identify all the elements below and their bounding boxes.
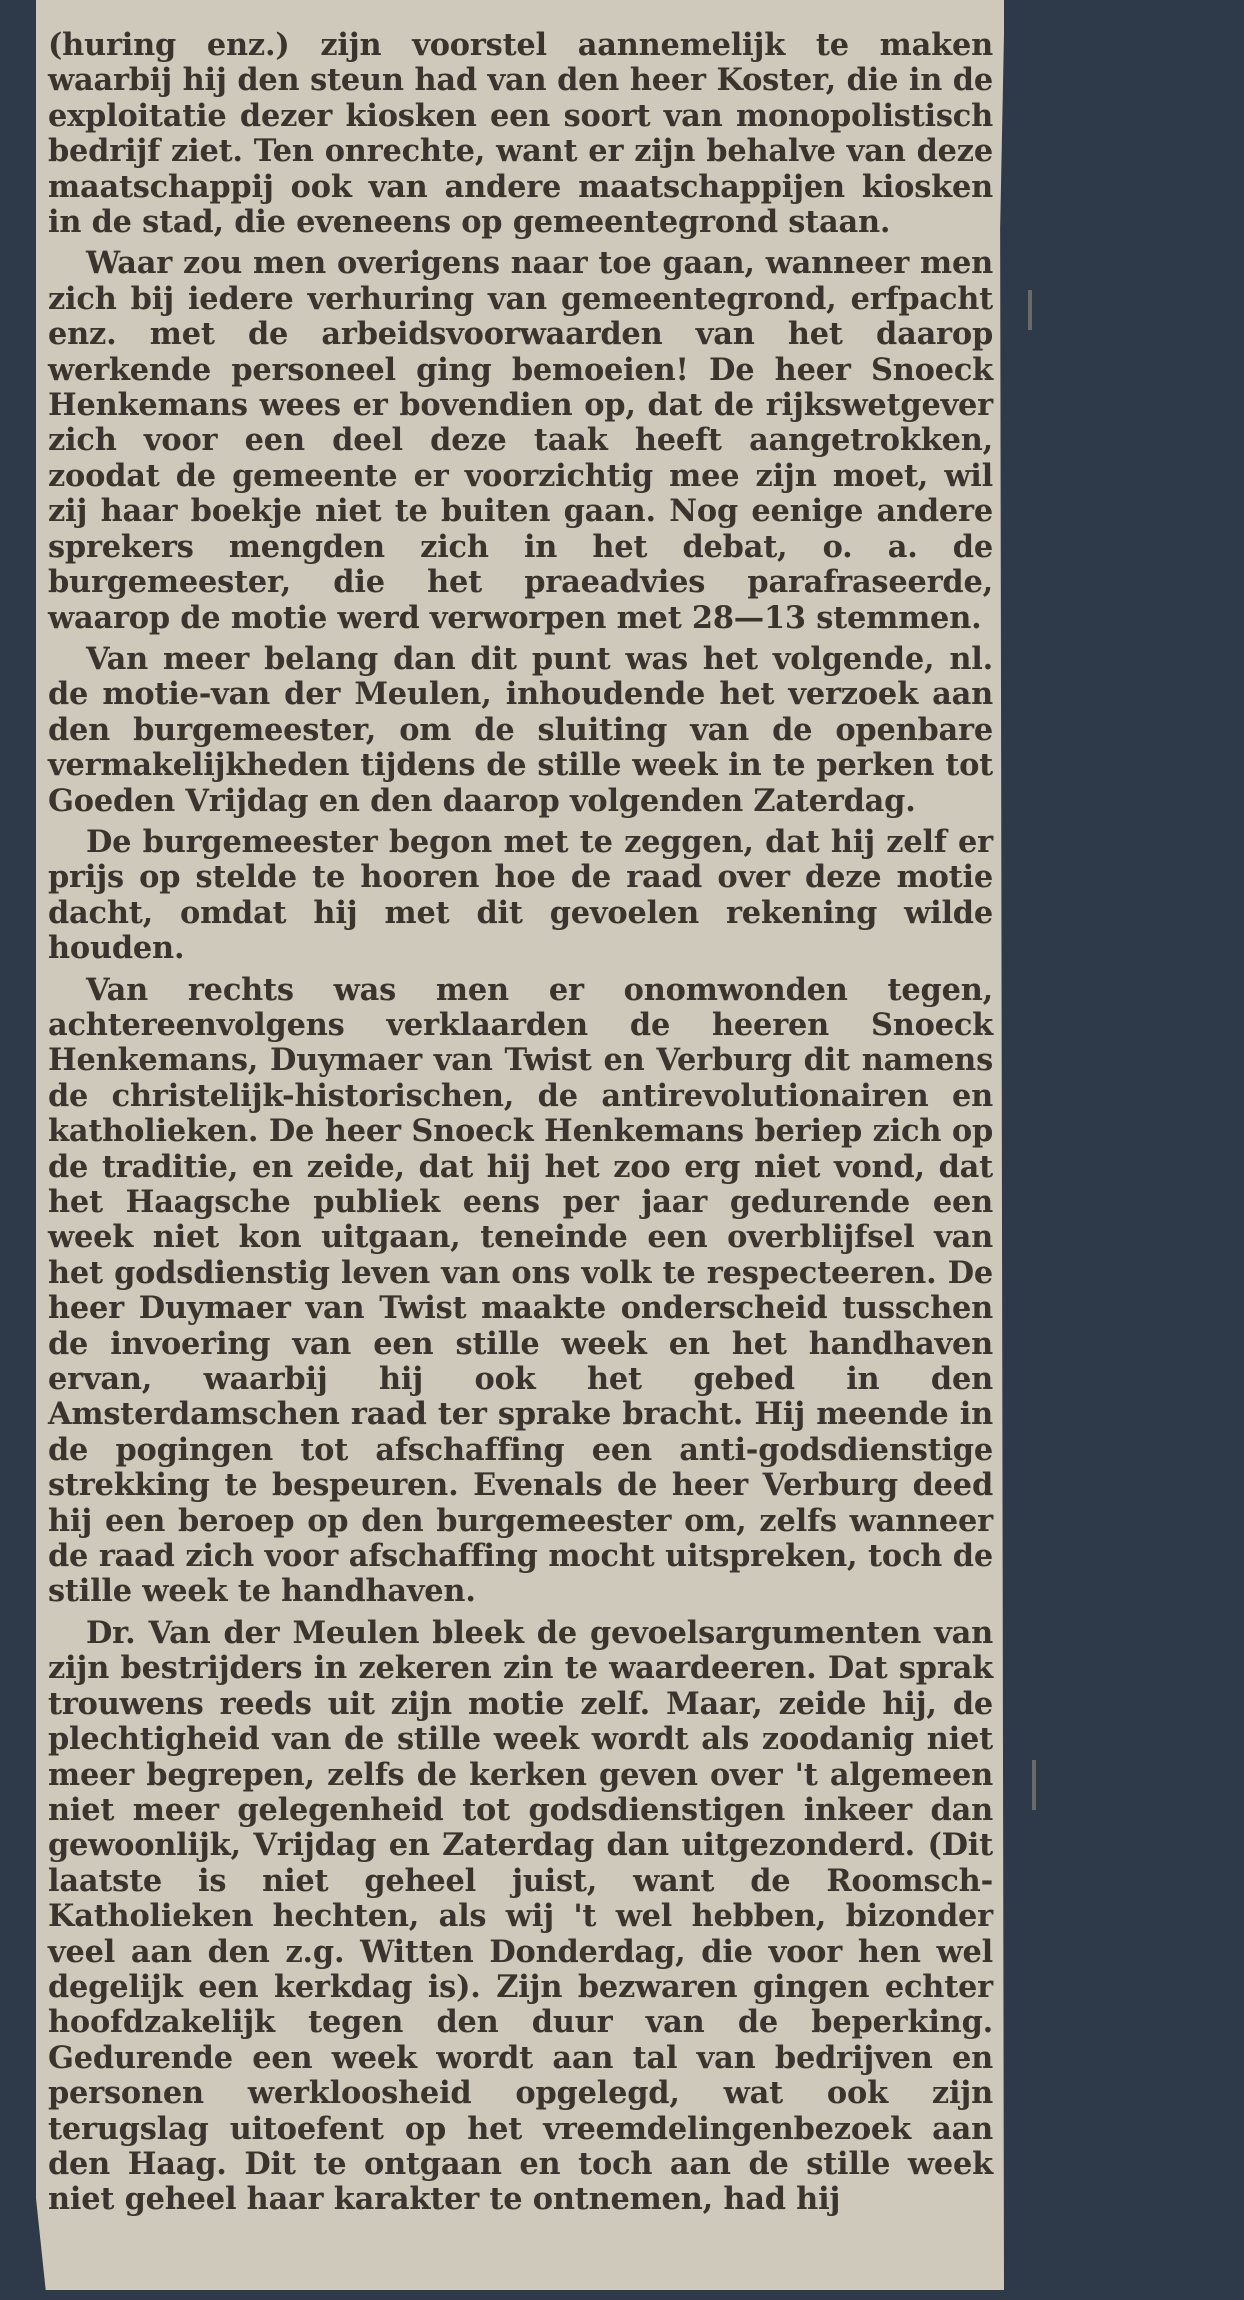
- paragraph-1: (huring enz.) zijn voorstel aannemelijk te maken waarbij hij den steun had van den heer Koster, die in de exploitatie dezer kiosken een soort van monopolistisch bedrijf ziet. Ten onrechte, want er zijn behalve van deze maatschappij ook van andere maatschappijen kiosken in de stad, die eveneens op gemeentegrond staan.: [48, 27, 993, 241]
- paragraph-3: Van meer belang dan dit punt was het volgende, nl. de motie-van der Meulen, inhoudende het verzoek aan den burgemeester, om de sluiting van de openbare vermakelijkheden tijdens de stille week in te perken tot Goeden Vrijdag en den daarop volgenden Zaterdag.: [48, 640, 993, 819]
- paragraph-5: Van rechts was men er onomwonden tegen, achtereenvolgens verklaarden de heeren Snoeck Henkemans, Duymaer van Twist en Verburg dit namens de christelijk-historischen, de antirevolutionairen en katholieken. De heer Snoeck Henkemans beriep zich op de traditie, en zeide, dat hij het zoo erg niet vond, dat het Haagsche publiek eens per jaar gedurende een week niet kon uitgaan, teneinde een overblijfsel van het godsdienstig leven van ons volk te respecteeren. De heer Duymaer van Twist maakte onderscheid tusschen de invoering van een stille week en het handhaven ervan, waarbij hij ook het gebed in den Amsterdamschen raad ter sprake bracht. Hij meende in de pogingen tot afschaffing een anti-godsdienstige strekking te bespeuren. Evenals de heer Verburg deed hij een beroep op den burgemeester om, zelfs wanneer de raad zich voor afschaffing mocht uitspreken, toch de stille week te handhaven.: [48, 971, 993, 1610]
- paragraph-4: De burgemeester begon met te zeggen, dat hij zelf er prijs op stelde te hooren hoe de raad over deze motie dacht, omdat hij met dit gevoelen rekening wilde houden.: [48, 823, 993, 967]
- paragraph-6: Dr. Van der Meulen bleek de gevoelsargumenten van zijn bestrijders in zekeren zin te waardeeren. Dat sprak trouwens reeds uit zijn motie zelf. Maar, zeide hij, de plechtigheid van de stille week wordt als zoodanig niet meer begrepen, zelfs de kerken geven over 't algemeen niet meer gelegenheid tot godsdienstigen inkeer dan gewoonlijk, Vrijdag en Zaterdag dan uitgezonderd. (Dit laatste is niet geheel juist, want de Roomsch-Katholieken hechten, als wij 't wel hebben, bizonder veel aan den z.g. Witten Donderdag, die voor hen wel degelijk een kerkdag is). Zijn bezwaren gingen echter hoofdzakelijk tegen den duur van de beperking. Gedurende een week wordt aan tal van bedrijven en personen werkloosheid opgelegd, wat ook zijn terugslag uitoefent op het vreemdelingenbezoek aan den Haag. Dit te ontgaan en toch aan de stille week niet geheel haar karakter te ontnemen, had hij: [48, 1614, 993, 2218]
- edge-mark: [1032, 1760, 1036, 1810]
- paragraph-2: Waar zou men overigens naar toe gaan, wanneer men zich bij iedere verhuring van gemeentegrond, erfpacht enz. met de arbeidsvoorwaarden van het daarop werkende personeel ging bemoeien! De heer Snoeck Henkemans wees er bovendien op, dat de rijkswetgever zich voor een deel deze taak heeft aangetrokken, zoodat de gemeente er voorzichtig mee zijn moet, wil zij haar boekje niet te buiten gaan. Nog eenige andere sprekers mengden zich in het debat, o. a. de burgemeester, die het praeadvies parafraseerde, waarop de motie werd verworpen met 28—13 stemmen.: [48, 245, 993, 636]
- torn-edge-marks: [1024, 0, 1064, 2300]
- edge-mark: [1028, 290, 1032, 330]
- article-column: [48, 28, 993, 2224]
